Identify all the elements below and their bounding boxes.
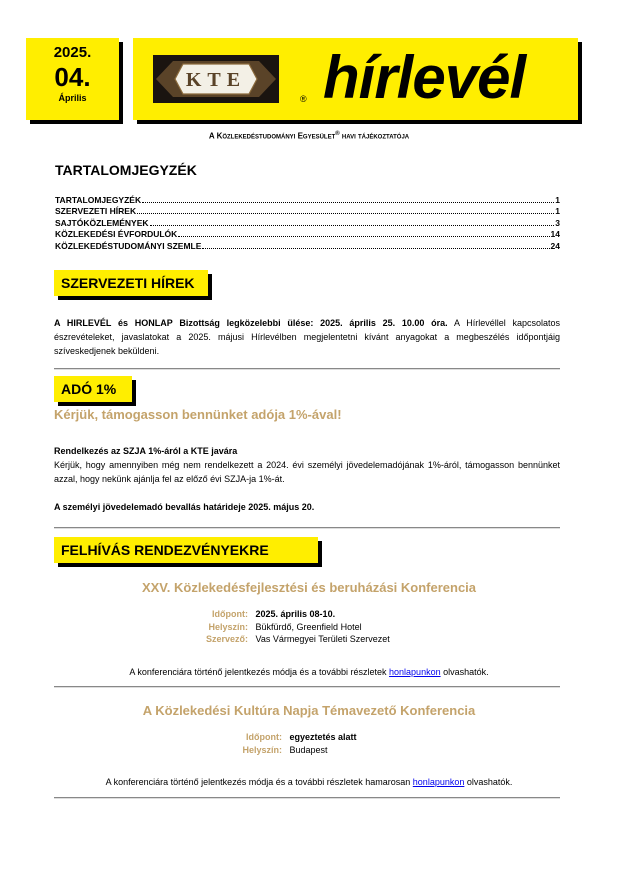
divider (54, 368, 560, 370)
masthead-subtitle (0, 131, 618, 141)
toc-item-label: KÖZLEKEDÉSTUDOMÁNYI SZEMLE (55, 240, 202, 251)
issue-number: 04. (54, 62, 91, 92)
ado-text: Kérjük, hogy amennyiben még nem rendelkezett a 2024. évi személyi jövedelemadójának 1%-áról, támogasson bennünket azzal, hogy nekünk ajánlja fel az előző évi SZJA-ja 1%-át. (54, 460, 560, 484)
subtitle-reg: ® (335, 131, 340, 137)
issue-date-box (26, 38, 119, 120)
toc-item-page: 14 (550, 229, 560, 239)
conf2-note-text: A konferenciára történő jelentkezés módja és a további részletek hamarosan (105, 777, 413, 787)
kte-logo (153, 55, 279, 103)
toc-item[interactable] (55, 228, 560, 240)
conf2-note (0, 777, 618, 787)
registered-mark: ® (300, 94, 307, 104)
toc-leader (142, 202, 554, 203)
szervezeti-text: A Hírlevéllel kapcsolatos észrevételeket, javaslatokat a 2025. májusi Hírlevélben megjelentetni kívánt anyagokat a megbeszélés időpontjáig szíveskedjenek beküldeni. (54, 318, 560, 356)
toc-leader (150, 225, 555, 226)
conf1-note (0, 667, 618, 677)
subtitle-prefix: A Közlekedéstudományi Egyesület (208, 131, 336, 141)
conf1-szervezo-label: Szervező: (205, 634, 248, 644)
ado-slogan: Kérjük, támogasson bennünket adója 1%-ával! (54, 407, 342, 422)
toc-item[interactable] (55, 205, 560, 217)
subtitle-suffix: havi tájékoztatója (339, 131, 410, 141)
section-heading-szervezeti: SZERVEZETI HÍREK (54, 270, 208, 296)
masthead (133, 38, 578, 120)
toc-item[interactable] (55, 193, 560, 205)
conf1-idopont: 2025. április 08-10. (255, 609, 336, 619)
toc-item-page: 1 (555, 194, 560, 205)
conf1-title: XXV. Közlekedésfejlesztési és beruházási Konferencia (141, 580, 477, 595)
divider (54, 527, 560, 529)
section-heading-ado: ADÓ 1% (54, 376, 132, 402)
conf2-helyszin: Budapest (289, 744, 328, 755)
conf2-note-end: olvashatók. (464, 777, 513, 787)
conf1-helyszin-label: Helyszín: (208, 621, 248, 632)
toc-item[interactable] (55, 239, 560, 251)
conf1-note-text: A konferenciára történő jelentkezés módja és a további részletek (129, 667, 390, 677)
conf1-details (196, 608, 390, 646)
toc-item-label: TARTALOMJEGYZÉK (55, 194, 142, 205)
toc-title: TARTALOMJEGYZÉK (55, 162, 197, 178)
conf2-title: A Közlekedési Kultúra Napja Témavezető Konferencia (142, 703, 476, 718)
issue-month: Április (58, 93, 87, 103)
szervezeti-paragraph (54, 316, 560, 358)
szervezeti-lead: A HIRLEVÉL és HONLAP Bizottság legközelebbi ülése: 2025. április 25. 10.00 óra. (54, 318, 448, 328)
conf2-link[interactable]: honlapunkon (412, 777, 465, 787)
ado-subhead: Rendelkezés az SZJA 1%-áról a KTE javára (54, 446, 238, 456)
toc-item-page: 1 (555, 206, 560, 216)
conf2-idopont-label: Időpont: (246, 732, 282, 742)
divider (54, 797, 560, 799)
ado-deadline: A személyi jövedelemadó bevallás határideje 2025. május 20. (54, 502, 315, 512)
toc-item-page: 24 (550, 240, 560, 251)
toc-leader (202, 248, 549, 249)
conf2-idopont: egyeztetés alatt (289, 732, 357, 742)
conf1-note-end: olvashatók. (440, 667, 489, 677)
issue-year: 2025. (53, 44, 92, 61)
toc-leader (178, 236, 549, 237)
conf1-helyszin: Bükfürdő, Greenfield Hotel (255, 621, 362, 632)
conf2-details (236, 731, 357, 756)
toc-item-label: SAJTÓKÖZLEMÉNYEK (55, 217, 149, 228)
divider (54, 686, 560, 688)
toc-item-page: 3 (555, 217, 560, 228)
newsletter-title: hírlevél (323, 44, 526, 111)
conf1-szervezo: Vas Vármegyei Területi Szervezet (255, 634, 390, 644)
logo-text: KTE (185, 69, 247, 91)
conf1-idopont-label: Időpont: (212, 609, 248, 619)
toc-leader (137, 213, 554, 214)
toc-list (55, 193, 560, 251)
conf2-helyszin-label: Helyszín: (242, 744, 282, 755)
toc-item-label: SZERVEZETI HÍREK (55, 206, 137, 216)
toc-item-label: KÖZLEKEDÉSI ÉVFORDULÓK (55, 229, 178, 239)
conf1-link[interactable]: honlapunkon (389, 667, 441, 677)
toc-item[interactable] (55, 216, 560, 228)
section-heading-rendezvenyek: FELHÍVÁS RENDEZVÉNYEKRE (54, 537, 318, 563)
